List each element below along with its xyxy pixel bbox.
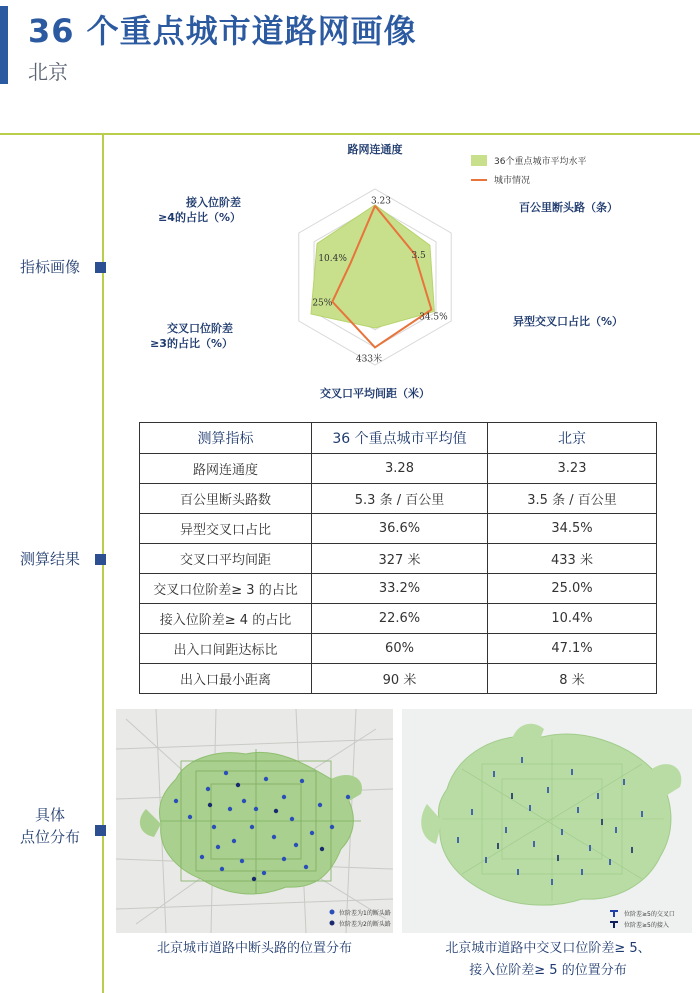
table-cell: 8 米 — [488, 664, 657, 694]
table-cell: 异型交叉口占比 — [140, 514, 312, 544]
legend-label-average: 36个重点城市平均水平 — [494, 157, 587, 167]
radar-axis-label: 路网连通度 — [347, 143, 403, 156]
table-row — [140, 544, 657, 574]
table-cell: 25.0% — [488, 574, 657, 604]
map-caption-right-line1: 北京城市道路中交叉口位阶差≥ 5、 — [445, 941, 651, 956]
legend-swatch-average — [471, 155, 487, 166]
table-cell: 60% — [312, 634, 488, 664]
section-label-results: 测算结果 — [19, 550, 80, 568]
legend-label-intersection: 位阶差≥5的交叉口 — [624, 911, 675, 918]
legend-dot-level2 — [330, 921, 335, 926]
radar-value-label: 10.4% — [318, 253, 347, 264]
radar-axis-label: ≥4的占比（%） — [158, 211, 241, 224]
table-row — [140, 454, 657, 484]
radar-value-label: 3.23 — [370, 196, 392, 207]
radar-axis-label: 接入位阶差 — [186, 196, 241, 209]
table-cell: 交叉口位阶差≥ 3 的占比 — [140, 574, 312, 604]
radar-axis-label: 交叉口平均间距（米） — [320, 387, 430, 400]
table-row — [140, 634, 657, 664]
radar-value-label: 34.5% — [419, 312, 448, 323]
table-header-city: 北京 — [488, 423, 657, 454]
map-level-diff-svg — [402, 709, 692, 933]
table-cell: 3.5 条 / 百公里 — [488, 484, 657, 514]
table-row — [140, 484, 657, 514]
table-header-row — [140, 423, 657, 454]
table-cell: 5.3 条 / 百公里 — [312, 484, 488, 514]
table-cell: 10.4% — [488, 604, 657, 634]
legend-label-city: 城市情况 — [494, 176, 531, 186]
map-level-difference — [402, 709, 692, 933]
table-cell: 3.28 — [312, 454, 488, 484]
table-row — [140, 664, 657, 694]
table-row — [140, 574, 657, 604]
radar-series-average — [311, 205, 434, 328]
table-header-average: 36 个重点城市平均值 — [312, 423, 488, 454]
legend-label-level2: 位阶差为2的断头路 — [339, 921, 391, 928]
title-accent-bar — [0, 6, 8, 84]
radar-axis-label: 异型交叉口占比（%） — [513, 315, 624, 328]
table-cell: 433 米 — [488, 544, 657, 574]
table-cell: 36.6% — [312, 514, 488, 544]
section-label-profile: 指标画像 — [19, 258, 80, 276]
map-caption-left: 北京城市道路中断头路的位置分布 — [156, 941, 352, 956]
table-cell: 接入位阶差≥ 4 的占比 — [140, 604, 312, 634]
table-row — [140, 514, 657, 544]
radar-axis-label: 百公里断头路（条） — [519, 201, 618, 214]
radar-value-label: 433米 — [355, 354, 383, 365]
table-cell: 33.2% — [312, 574, 488, 604]
map-caption-right-line2: 接入位阶差≥ 5 的位置分布 — [469, 963, 627, 978]
legend-label-access: 位阶差≥5的接入 — [624, 922, 669, 929]
map-dead-end-svg — [116, 709, 393, 933]
legend-label-level1: 位阶差为1的断头路 — [339, 910, 391, 917]
map-dead-end-roads — [116, 709, 393, 933]
header-divider — [0, 133, 700, 135]
radar-axis-label: 交叉口位阶差 — [167, 322, 233, 335]
table-cell: 百公里断头路数 — [140, 484, 312, 514]
table-header-metric: 测算指标 — [140, 423, 312, 454]
table-cell: 出入口间距达标比 — [140, 634, 312, 664]
radar-value-label: 3.5 — [411, 251, 426, 262]
radar-svg — [110, 136, 700, 412]
table-cell: 327 米 — [312, 544, 488, 574]
section-label-distribution-2: 点位分布 — [19, 828, 80, 846]
table-cell: 出入口最小距离 — [140, 664, 312, 694]
radar-value-label: 25% — [312, 298, 333, 309]
legend-dot-level1 — [330, 910, 335, 915]
metrics-table — [139, 422, 657, 694]
table-cell: 47.1% — [488, 634, 657, 664]
table-row — [140, 604, 657, 634]
table-cell: 22.6% — [312, 604, 488, 634]
section-marker-profile — [95, 262, 106, 273]
table-cell: 路网连通度 — [140, 454, 312, 484]
section-label-distribution-1: 具体 — [34, 806, 65, 824]
page-subtitle: 北京 — [28, 60, 68, 84]
section-marker-results — [95, 554, 106, 565]
legend-icon-intersection — [610, 911, 618, 917]
section-marker-distribution — [95, 825, 106, 836]
table-cell: 交叉口平均间距 — [140, 544, 312, 574]
table-cell: 34.5% — [488, 514, 657, 544]
radar-axis-label: ≥3的占比（%） — [150, 337, 233, 350]
page-title: 36 个重点城市道路网画像 — [28, 12, 417, 50]
table-cell: 3.23 — [488, 454, 657, 484]
radar-chart — [110, 136, 700, 412]
legend-icon-access — [610, 922, 618, 928]
table-cell: 90 米 — [312, 664, 488, 694]
